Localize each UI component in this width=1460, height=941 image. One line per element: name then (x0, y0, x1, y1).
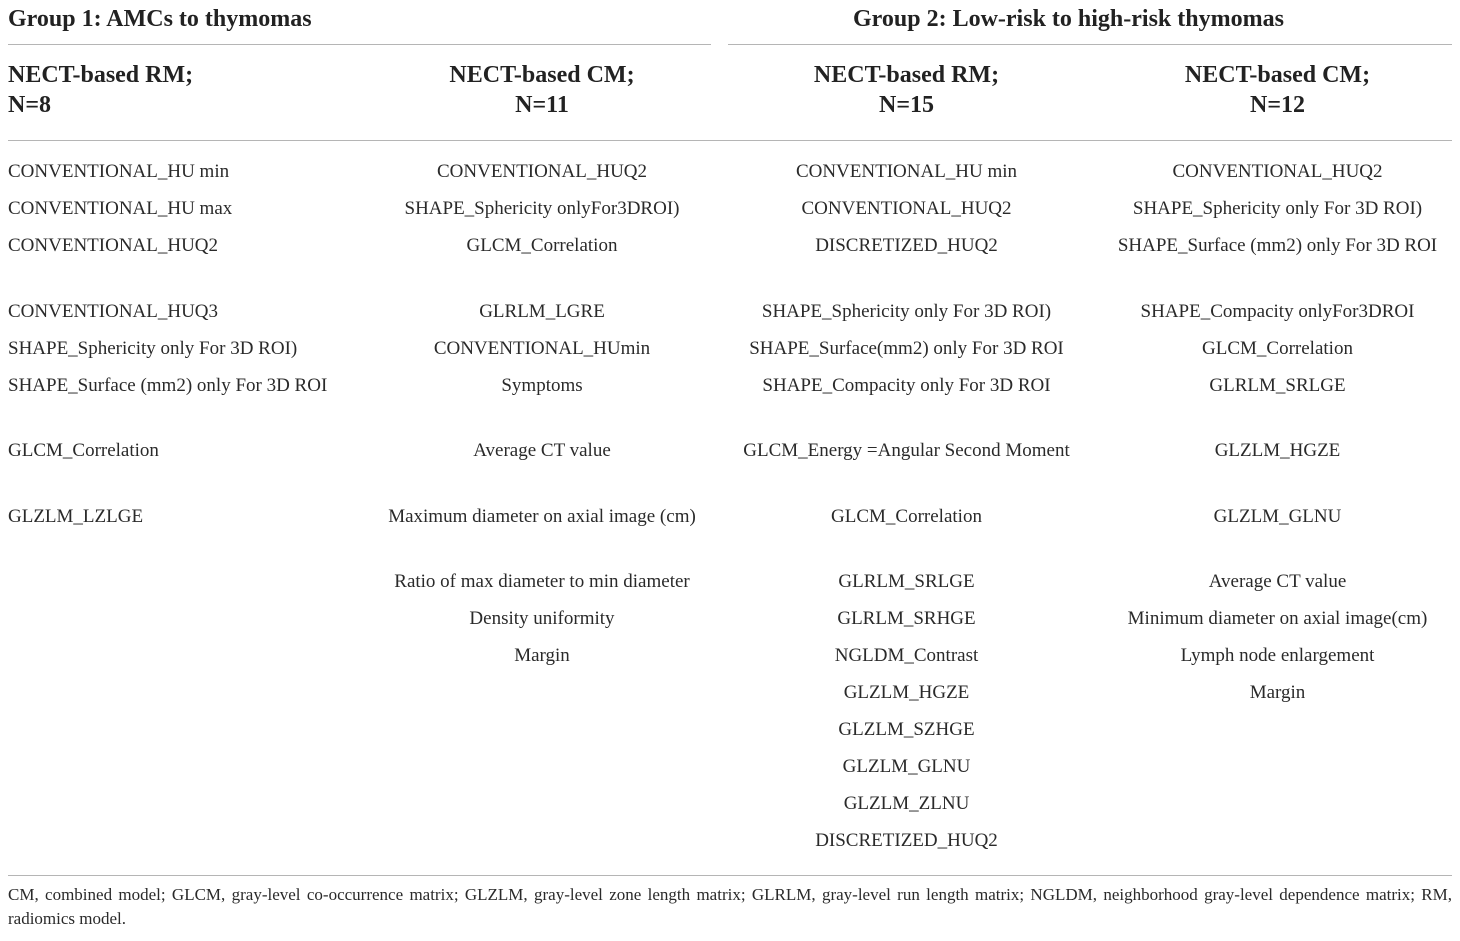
table-cell-r6-c4: GLRLM_SRLGE (1209, 375, 1346, 396)
table-cell-r4-c3: SHAPE_Sphericity only For 3D ROI) (761, 301, 1052, 322)
column-header-2-line1: NECT-based CM; (449, 62, 635, 88)
table-cell-r14-c3: GLZLM_GLNU (842, 756, 971, 777)
column-header-3-line2: N=15 (878, 92, 934, 118)
table-cell-r16-c3: DISCRETIZED_HUQ2 (815, 830, 998, 851)
table-cell-r5-c3: SHAPE_Surface(mm2) only For 3D ROI (749, 338, 1064, 359)
table-cell-r8-c1: GLZLM_LZLGE (8, 506, 144, 527)
table-cell-r1-c2: CONVENTIONAL_HUQ2 (436, 161, 648, 182)
column-header-4-line2: N=12 (1249, 92, 1305, 118)
table-cell-r8-c4: GLZLM_GLNU (1213, 506, 1342, 527)
column-header-3 (728, 60, 1085, 120)
table-cell-r9-c2: Ratio of max diameter to min diameter (394, 571, 690, 592)
table-cell-r11-c2: Margin (514, 645, 570, 666)
column-header-4 (1100, 60, 1455, 120)
table-cell-r6-c2: Symptoms (501, 375, 583, 396)
header-rule (8, 140, 1452, 141)
table-cell-r15-c3: GLZLM_ZLNU (843, 793, 970, 814)
column-header-1 (8, 60, 353, 120)
table-cell-r7-c2: Average CT value (473, 440, 611, 461)
table-cell-r4-c1: CONVENTIONAL_HUQ3 (8, 301, 219, 322)
group-1-rule (8, 44, 711, 45)
table-cell-r5-c1: SHAPE_Sphericity only For 3D ROI) (8, 338, 298, 359)
column-header-3-line1: NECT-based RM; (813, 62, 1000, 88)
table-cell-r4-c2: GLRLM_LGRE (479, 301, 605, 322)
table-cell-r2-c4: SHAPE_Sphericity only For 3D ROI) (1132, 198, 1423, 219)
table-cell-r9-c3: GLRLM_SRLGE (838, 571, 975, 592)
table-cell-r3-c2: GLCM_Correlation (466, 235, 618, 256)
table-cell-r8-c3: GLCM_Correlation (831, 506, 982, 527)
table-cell-r10-c3: GLRLM_SRHGE (837, 608, 976, 629)
table-cell-r1-c1: CONVENTIONAL_HU min (8, 161, 230, 182)
group-2-title: Group 2: Low-risk to high-risk thymomas (853, 6, 1284, 32)
table-cell-r5-c4: GLCM_Correlation (1202, 338, 1353, 359)
table-cell-r9-c4: Average CT value (1208, 571, 1347, 592)
column-header-4-line1: NECT-based CM; (1184, 62, 1371, 88)
table-cell-r12-c4: Margin (1249, 682, 1306, 703)
table-cell-r1-c3: CONVENTIONAL_HU min (795, 161, 1018, 182)
column-header-2-line2: N=11 (515, 92, 569, 118)
table-cell-r7-c1: GLCM_Correlation (8, 440, 159, 461)
table-cell-r6-c1: SHAPE_Surface (mm2) only For 3D ROI (8, 375, 328, 396)
table-cell-r2-c3: CONVENTIONAL_HUQ2 (801, 198, 1012, 219)
table-cell-r3-c4: SHAPE_Surface (mm2) only For 3D ROI (1117, 235, 1438, 256)
table-cell-r7-c3: GLCM_Energy =Angular Second Moment (743, 440, 1070, 461)
footer-rule (8, 875, 1452, 876)
table-footnote: CM, combined model; GLCM, gray-level co-occurrence matrix; GLZLM, gray-level zone length matrix; GLRLM, gray-level run length matrix; NGLDM, neighborhood gray-level dependence matrix; RM, radiomics model. (8, 885, 1452, 928)
column-header-2 (372, 60, 712, 120)
table-cell-r1-c4: CONVENTIONAL_HUQ2 (1172, 161, 1383, 182)
table-cell-r2-c1: CONVENTIONAL_HU max (8, 198, 233, 219)
table-cell-r12-c3: GLZLM_HGZE (843, 682, 970, 703)
column-header-1-line2: N=8 (8, 92, 52, 118)
table-cell-r3-c3: DISCRETIZED_HUQ2 (815, 235, 998, 256)
table-cell-r11-c4: Lymph node enlargement (1180, 645, 1375, 666)
group-2-rule (728, 44, 1452, 45)
table-cell-r6-c3: SHAPE_Compacity only For 3D ROI (762, 375, 1051, 396)
column-header-1-line1: NECT-based RM; (8, 62, 194, 88)
table-cell-r10-c2: Density uniformity (469, 608, 615, 629)
table-cell-r3-c1: CONVENTIONAL_HUQ2 (8, 235, 219, 256)
table-cell-r10-c4: Minimum diameter on axial image(cm) (1127, 608, 1428, 629)
table-cell-r7-c4: GLZLM_HGZE (1214, 440, 1341, 461)
table-cell-r2-c2: SHAPE_Sphericity onlyFor3DROI) (404, 198, 680, 219)
table-cell-r4-c4: SHAPE_Compacity onlyFor3DROI (1140, 301, 1415, 322)
table-cell-r13-c3: GLZLM_SZHGE (838, 719, 975, 740)
group-1-title: Group 1: AMCs to thymomas (8, 6, 312, 32)
table-cell-r11-c3: NGLDM_Contrast (834, 645, 979, 666)
table-cell-r8-c2: Maximum diameter on axial image (cm) (388, 506, 696, 527)
table-cell-r5-c2: CONVENTIONAL_HUmin (433, 338, 651, 359)
